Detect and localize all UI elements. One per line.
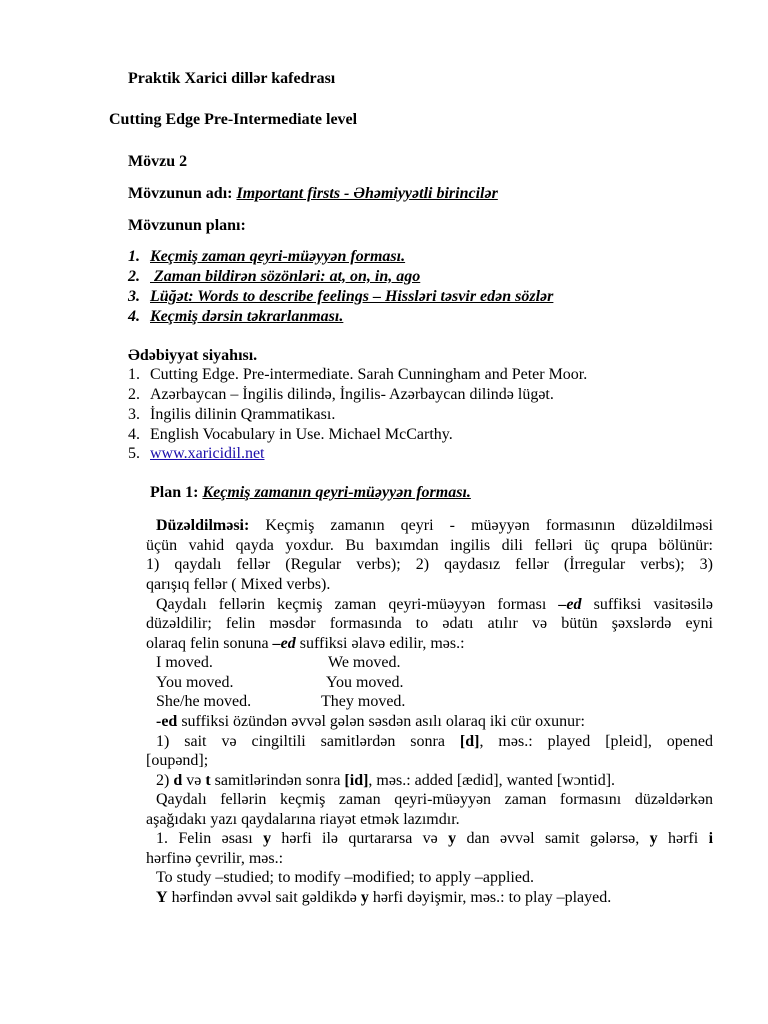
example-right: We moved. [328, 654, 401, 671]
plan-item-number: 3. [128, 288, 140, 305]
bibliography-item [128, 366, 587, 384]
topic-number: Mövzu 2 [128, 153, 188, 170]
suffix-ed: –ed [558, 596, 582, 613]
bibliography-item-text: English Vocabulary in Use. Michael McCarthy. [150, 426, 453, 443]
body-line: qarışıq fellər ( Mixed verbs). [146, 576, 331, 593]
letter-y: y [360, 889, 369, 906]
body-text: hərfindən əvvəl sait gəldikdə [167, 889, 361, 906]
course-title: Cutting Edge Pre-Intermediate level [109, 111, 358, 128]
letter-y: y [263, 830, 272, 847]
plan-item [128, 288, 553, 306]
plan-item-text: Zaman bildirən sözönləri: at, on, in, ago [150, 268, 421, 285]
body-text: , məs.: played [pleid], opened [479, 733, 714, 750]
website-link[interactable]: www.xaricidil.net [150, 445, 265, 462]
body-line: düzəldilir; felin məsdər formasında to ədatı atılır və bütün şəxslərdə eyni [146, 615, 713, 632]
body-text: və [182, 772, 206, 789]
body-text: , məs.: added [ædid], wanted [wɔntid]. [368, 772, 616, 789]
body-line: 1) qaydalı fellər (Regular verbs); 2) qaydasız fellər (İrregular verbs); 3) [146, 556, 713, 573]
body-text: 2) [156, 772, 174, 789]
body-text: olaraq felin sonuna [146, 635, 273, 652]
letter-y: y [448, 830, 457, 847]
body-text: 1. Felin əsası [156, 830, 264, 847]
plan-item-number: 2. [128, 268, 140, 285]
letter-y: y [649, 830, 658, 847]
bibliography-item-text: İngilis dilinin Qrammatikası. [150, 406, 336, 423]
bibliography-item-number: 4. [128, 426, 140, 443]
bibliography-item [128, 406, 335, 424]
body-text: suffiksi vasitəsilə [581, 596, 713, 613]
body-text: suffiksi özündən əvvəl gələn səsdən asılı olaraq iki cür oxunur: [177, 713, 585, 730]
bibliography-item-text: Azərbaycan – İngilis dilində, İngilis- Azərbaycan dilində lügət. [150, 386, 554, 403]
body-line: üçün vahid qayda yoxdur. Bu baxımdan ingilis dili felləri üç qrupa bölünür: [146, 537, 713, 554]
body-line: To study –studied; to modify –modified; to apply –applied. [156, 869, 534, 886]
example-left: She/he moved. [156, 693, 252, 710]
body-line [156, 516, 713, 536]
bibliography-item [128, 426, 453, 444]
example-right: They moved. [321, 693, 406, 710]
plan-item [128, 308, 343, 326]
letter-i: i [708, 830, 714, 847]
topic-plan-label: Mövzunun planı: [128, 217, 246, 234]
bibliography-title: Ədəbiyyat siyahısı. [128, 347, 258, 364]
body-text: Qaydalı fellərin keçmiş zaman qeyri-müəyyən forması [156, 596, 559, 613]
letter-t: t [205, 772, 211, 789]
body-line: hərfinə çevrilir, məs.: [146, 850, 284, 867]
phonetic-id: [id] [344, 772, 369, 789]
example-left: You moved. [156, 674, 234, 691]
topic-name-label: Mövzunun adı: [128, 185, 237, 202]
body-text: hərfi [657, 830, 709, 847]
phonetic-d: [d] [459, 733, 480, 750]
bibliography-item-number: 1. [128, 366, 140, 383]
body-line: [oupənd]; [146, 752, 209, 769]
body-line: aşağıdakı yazı qaydalarına riayət etmək lazımdır. [146, 811, 460, 828]
plan-item-text: Keçmiş dərsin təkrarlanması. [150, 308, 344, 325]
body-line [156, 595, 713, 615]
plan1-title: Keçmiş zamanın qeyri-müəyyən forması. [202, 484, 471, 501]
suffix-ed: –ed [272, 635, 296, 652]
body-line [156, 829, 713, 849]
bibliography-item-text: Cutting Edge. Pre-intermediate. Sarah Cunningham and Peter Moor. [150, 366, 588, 383]
body-line [156, 732, 713, 752]
body-text: suffiksi əlavə edilir, məs.: [295, 635, 465, 652]
body-text: hərfi ilə qurtararsa və [271, 830, 449, 847]
bibliography-item [128, 445, 264, 463]
suffix-ed: -ed [156, 713, 178, 730]
body-line [146, 634, 465, 654]
bibliography-item [128, 386, 554, 404]
body-text: 1) sait və cingiltili samitlərdən sonra [156, 733, 460, 750]
body-line [156, 771, 615, 791]
letter-d: d [173, 772, 183, 789]
letter-y: Y [156, 889, 168, 906]
body-line [156, 712, 585, 732]
plan-item-number: 4. [128, 308, 140, 325]
bibliography-item-number: 5. [128, 445, 140, 462]
bibliography-item-number: 3. [128, 406, 140, 423]
body-line [156, 888, 611, 908]
department-title: Praktik Xarici dillər kafedrası [128, 70, 336, 87]
topic-name [128, 185, 498, 203]
body-text: hərfi dəyişmir, məs.: to play –played. [368, 889, 612, 906]
plan1-heading [150, 484, 471, 502]
body-text: samitlərindən sonra [210, 772, 345, 789]
plan-item-text: Keçmiş zaman qeyri-müəyyən forması. [150, 248, 406, 265]
topic-name-value: Important firsts - Əhəmiyyətli birincilər [236, 185, 498, 202]
example-left: I moved. [156, 654, 213, 671]
plan-item [128, 248, 405, 266]
plan1-label: Plan 1: [150, 484, 203, 501]
plan-item [128, 268, 420, 286]
plan-item-text: Lüğət: Words to describe feelings – Hissləri təsvir edən sözlər [150, 288, 554, 305]
bibliography-item-number: 2. [128, 386, 140, 403]
body-line: Qaydalı fellərin keçmiş zaman qeyri-müəyyən zaman formasını düzəldərkən [156, 791, 713, 808]
term-label: Düzəldilməsi: [156, 517, 250, 534]
example-right: You moved. [326, 674, 404, 691]
body-text: dan əvvəl samit gələrsə, [456, 830, 650, 847]
plan-item-number: 1. [128, 248, 140, 265]
body-text: Keçmiş zamanın qeyri - müəyyən formasının düzəldilməsi [249, 517, 713, 534]
